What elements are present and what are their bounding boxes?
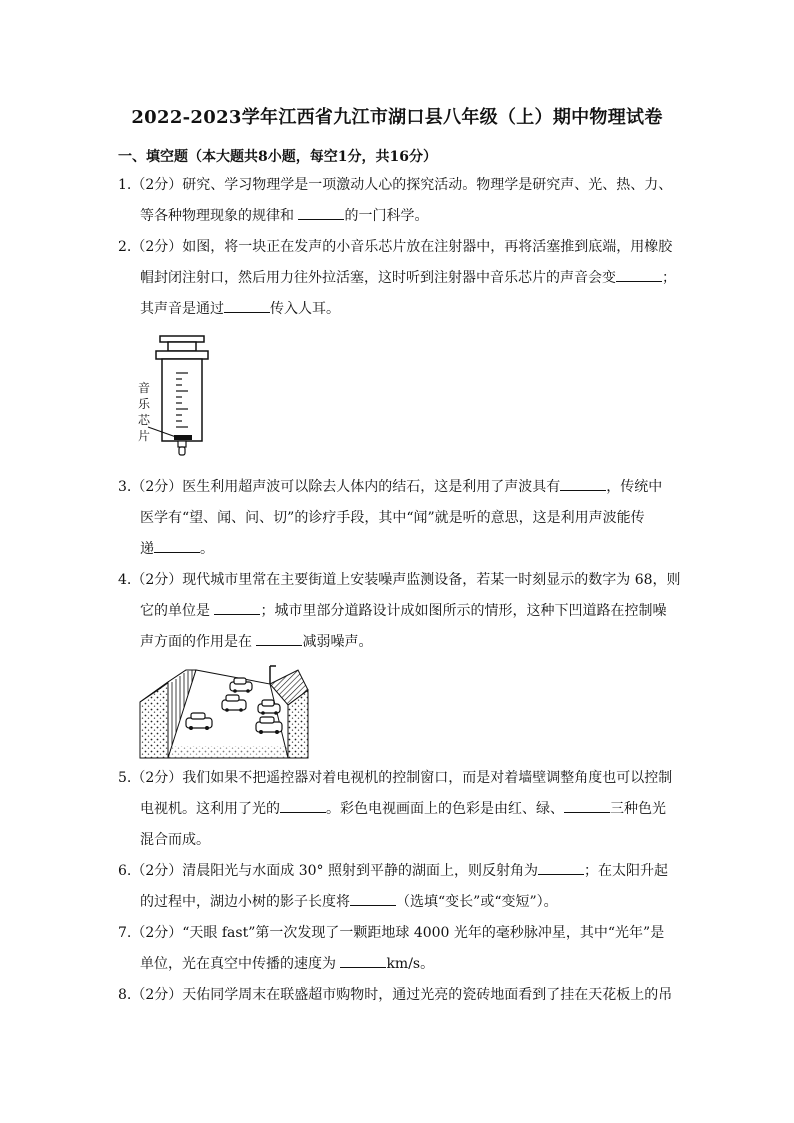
question-7-line-2 <box>118 949 684 980</box>
answer-blank[interactable] <box>538 860 584 875</box>
question-6-text: 6.（2分）清晨阳光与水面成 30° 照射到平静的湖面上，则反射角为 <box>118 863 538 879</box>
question-7-line-1: 7.（2分）“天眼 fast”第一次发现了一颗距地球 4000 光年的毫秒脉冲星，其中“光年”是 <box>118 925 665 941</box>
question-8-line-1: 8.（2分）天佑同学周末在联盛超市购物时，通过光亮的瓷砖地面看到了挂在天花板上的吊 <box>118 987 673 1003</box>
question-2 <box>118 232 684 325</box>
question-4-text: 它的单位是 <box>140 603 210 619</box>
question-3-line-3 <box>118 534 684 565</box>
question-1-text: 等各种物理现象的规律和 <box>140 208 294 224</box>
question-5-text: 。彩色电视画面上的色彩是由红、绿、 <box>326 801 564 817</box>
question-6-text: （选填“变长”或“变短”）。 <box>396 894 558 910</box>
chip-label-char: 片 <box>138 429 151 443</box>
question-6 <box>118 856 684 918</box>
sunken-road-icon <box>138 660 310 760</box>
chip-label-char: 音 <box>138 381 151 395</box>
question-7-text: 单位，光在真空中传播的速度为 <box>140 956 336 972</box>
answer-blank[interactable] <box>224 298 270 313</box>
question-5-text: 三种色光 <box>610 801 666 817</box>
question-6-line-1 <box>118 856 684 887</box>
chip-label <box>138 380 152 444</box>
question-3-line-2: 医学有“望、闻、问、切”的诊疗手段，其中“闻”就是听的意思，这是利用声波能传 <box>140 510 645 526</box>
answer-blank[interactable] <box>280 798 326 813</box>
question-6-line-2 <box>118 887 684 918</box>
question-7 <box>118 918 684 980</box>
sunken-road-figure <box>138 660 310 760</box>
answer-blank[interactable] <box>340 953 386 968</box>
question-3-text: 3.（2分）医生利用超声波可以除去人体内的结石，这是利用了声波具有 <box>118 479 561 495</box>
question-4-text: 减弱噪声。 <box>302 634 373 650</box>
question-3 <box>118 472 684 565</box>
question-2-text: 帽封闭注射口，然后用力往外拉活塞，这时听到注射器中音乐芯片的声音会变 <box>140 270 616 286</box>
page-title: 2022-2023学年江西省九江市湖口县八年级（上）期中物理试卷 <box>131 107 663 128</box>
question-2-line-2 <box>118 263 684 294</box>
chip-label-char: 芯 <box>138 413 151 427</box>
section-heading: 一、填空题（本大题共8小题，每空1分，共16分） <box>118 149 437 165</box>
question-1-line-2 <box>118 201 684 232</box>
answer-blank[interactable] <box>256 631 302 646</box>
question-5-text: 电视机。这利用了光的 <box>140 801 280 817</box>
question-4 <box>118 565 684 658</box>
question-6-text: ；在太阳升起 <box>583 863 668 879</box>
question-6-text: 的过程中，湖边小树的影子长度将 <box>140 894 350 910</box>
question-2-line-3 <box>118 294 684 325</box>
answer-blank[interactable] <box>298 205 344 220</box>
question-2-text: ； <box>662 270 676 286</box>
question-3-text: 。 <box>200 541 214 557</box>
answer-blank[interactable] <box>616 267 662 282</box>
question-1-line-1: 1.（2分）研究、学习物理学是一项激动人心的探究活动。物理学是研究声、光、热、力、 <box>118 177 673 193</box>
question-2-text: 其声音是通过 <box>140 301 224 317</box>
question-4-line-1: 4.（2分）现代城市里常在主要街道上安装噪声监测设备，若某一时刻显示的数字为 68，则 <box>118 572 681 588</box>
question-3-text: 递 <box>140 541 154 557</box>
syringe-figure <box>134 333 224 457</box>
question-8 <box>118 980 684 1011</box>
question-7-text: km/s。 <box>386 956 435 972</box>
question-3-text: ，传统中 <box>606 479 663 495</box>
question-1 <box>118 170 684 232</box>
question-4-text: ；城市里部分道路设计成如图所示的情形，这种下凹道路在控制噪 <box>260 603 667 619</box>
answer-blank[interactable] <box>214 600 260 615</box>
question-1-text: 的一门科学。 <box>344 208 429 224</box>
question-3-line-1 <box>118 472 684 503</box>
question-4-text: 声方面的作用是在 <box>140 634 252 650</box>
question-5-line-1: 5.（2分）我们如果不把遥控器对着电视机的控制窗口，而是对着墙壁调整角度也可以控制 <box>118 770 673 786</box>
chip-label-char: 乐 <box>138 397 151 411</box>
question-2-text: 传入人耳。 <box>270 301 340 317</box>
question-4-line-3 <box>118 627 684 658</box>
question-5 <box>118 763 684 856</box>
question-2-line-1: 2.（2分）如图，将一块正在发声的小音乐芯片放在注射器中，再将活塞推到底端，用橡胶 <box>118 239 673 255</box>
answer-blank[interactable] <box>560 476 606 491</box>
question-5-line-3: 混合而成。 <box>140 832 210 848</box>
answer-blank[interactable] <box>154 538 200 553</box>
answer-blank[interactable] <box>564 798 610 813</box>
answer-blank[interactable] <box>350 891 396 906</box>
question-4-line-2 <box>118 596 684 627</box>
question-5-line-2 <box>118 794 684 825</box>
